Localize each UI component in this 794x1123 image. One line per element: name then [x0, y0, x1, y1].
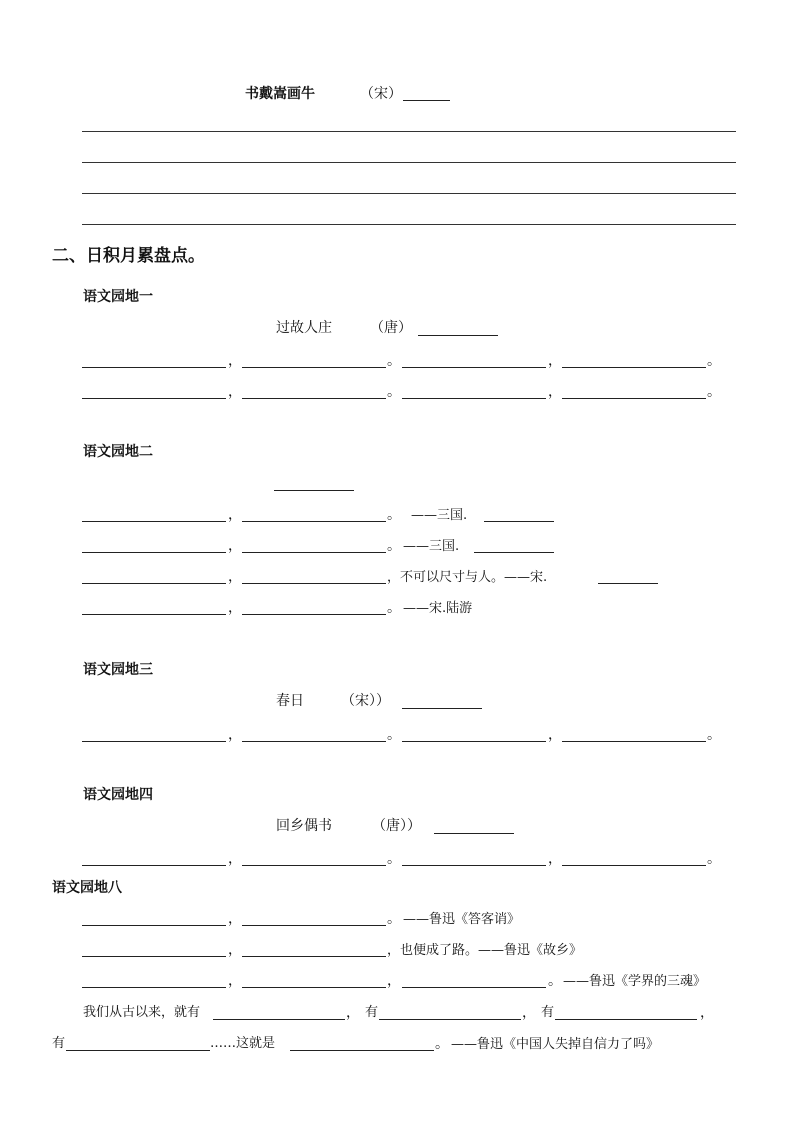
unit-title: 语文园地三	[83, 662, 153, 678]
comma: ，	[548, 851, 562, 867]
paragraph-text: ……这就是	[210, 1036, 276, 1051]
period: 。	[548, 973, 562, 989]
source-text: ——宋.陆游	[403, 601, 473, 616]
answer-blank[interactable]	[242, 583, 386, 584]
unit-title: 语文园地八	[52, 880, 122, 896]
period: 。	[387, 911, 401, 927]
unit-title: 语文园地四	[83, 787, 153, 803]
answer-blank[interactable]	[402, 741, 546, 742]
answer-blank[interactable]	[242, 956, 386, 957]
comma: ，	[228, 353, 242, 369]
answer-blank[interactable]	[82, 521, 226, 522]
comma: ，	[228, 727, 242, 743]
comma: ，	[548, 353, 562, 369]
answer-blank[interactable]	[82, 956, 226, 957]
source-text: ——鲁迅《学界的三魂》	[563, 974, 707, 989]
period: 。	[387, 384, 401, 400]
author-blank[interactable]	[418, 335, 498, 336]
writing-line[interactable]	[82, 162, 736, 163]
period: 。	[387, 538, 401, 554]
answer-blank[interactable]	[242, 865, 386, 866]
source-text: ——三国.	[411, 508, 468, 523]
answer-blank[interactable]	[82, 367, 226, 368]
comma: ，	[228, 507, 242, 523]
answer-blank[interactable]	[402, 367, 546, 368]
comma: ，	[228, 911, 242, 927]
answer-blank[interactable]	[562, 398, 706, 399]
author-blank[interactable]	[402, 708, 482, 709]
answer-blank[interactable]	[598, 583, 658, 584]
poem-dynasty: （唐））	[372, 818, 421, 834]
comma: ，	[228, 384, 242, 400]
comma: ，	[346, 1005, 360, 1021]
comma: ，	[548, 384, 562, 400]
comma: ，	[548, 727, 562, 743]
quote-text: ，不可以尺寸与人。——宋.	[387, 570, 548, 585]
writing-line[interactable]	[82, 131, 736, 132]
answer-blank[interactable]	[82, 552, 226, 553]
comma: ，	[387, 973, 401, 989]
answer-blank[interactable]	[82, 865, 226, 866]
answer-blank[interactable]	[242, 614, 386, 615]
answer-blank[interactable]	[82, 583, 226, 584]
title-blank[interactable]	[274, 490, 354, 491]
period: 。	[707, 353, 721, 369]
comma: ，	[700, 1005, 714, 1021]
paragraph-text: 有	[365, 1005, 379, 1020]
comma: ，	[228, 600, 242, 616]
answer-blank[interactable]	[242, 398, 386, 399]
unit-title: 语文园地一	[83, 289, 153, 305]
answer-blank[interactable]	[242, 925, 386, 926]
answer-blank[interactable]	[562, 741, 706, 742]
answer-blank[interactable]	[242, 521, 386, 522]
period: 。	[387, 507, 401, 523]
comma: ，	[228, 973, 242, 989]
answer-blank[interactable]	[402, 865, 546, 866]
writing-line[interactable]	[82, 224, 736, 225]
author-blank[interactable]	[403, 100, 450, 101]
answer-blank[interactable]	[82, 987, 226, 988]
poem-dynasty: （宋）	[360, 86, 402, 102]
comma: ，	[228, 942, 242, 958]
poem-title: 过故人庄	[276, 320, 332, 336]
paragraph-text: 有	[52, 1036, 66, 1051]
answer-blank[interactable]	[82, 614, 226, 615]
source-text: ——鲁迅《中国人失掉自信力了吗》	[451, 1037, 660, 1052]
quote-text: ，也便成了路。——鲁迅《故乡》	[387, 943, 583, 958]
period: 。	[387, 727, 401, 743]
poem-dynasty: （宋））	[341, 693, 390, 709]
author-blank[interactable]	[434, 833, 514, 834]
answer-blank[interactable]	[555, 1019, 697, 1020]
answer-blank[interactable]	[242, 552, 386, 553]
answer-blank[interactable]	[474, 552, 554, 553]
answer-blank[interactable]	[82, 925, 226, 926]
period: 。	[387, 851, 401, 867]
period: 。	[707, 851, 721, 867]
answer-blank[interactable]	[213, 1019, 345, 1020]
source-text: ——三国.	[403, 539, 460, 554]
paragraph-text: 有	[541, 1005, 555, 1020]
answer-blank[interactable]	[379, 1019, 521, 1020]
period: 。	[387, 600, 401, 616]
answer-blank[interactable]	[82, 741, 226, 742]
answer-blank[interactable]	[290, 1050, 434, 1051]
writing-line[interactable]	[82, 193, 736, 194]
period: 。	[707, 384, 721, 400]
unit-title: 语文园地二	[83, 444, 153, 460]
paragraph-text: 我们从古以来，就有	[83, 1005, 201, 1020]
answer-blank[interactable]	[402, 398, 546, 399]
comma: ，	[522, 1005, 536, 1021]
answer-blank[interactable]	[66, 1050, 210, 1051]
poem-dynasty: （唐）	[370, 320, 412, 336]
section-heading: 二、日积月累盘点。	[52, 246, 205, 266]
period: 。	[435, 1036, 449, 1052]
comma: ，	[228, 538, 242, 554]
comma: ，	[228, 569, 242, 585]
answer-blank[interactable]	[242, 987, 386, 988]
poem-title: 春日	[276, 693, 304, 709]
source-text: ——鲁迅《答客诮》	[403, 912, 521, 927]
answer-blank[interactable]	[562, 367, 706, 368]
answer-blank[interactable]	[484, 521, 554, 522]
poem-title: 回乡偶书	[276, 818, 332, 834]
period: 。	[387, 353, 401, 369]
answer-blank[interactable]	[402, 987, 546, 988]
answer-blank[interactable]	[562, 865, 706, 866]
answer-blank[interactable]	[242, 741, 386, 742]
period: 。	[707, 727, 721, 743]
poem-title: 书戴嵩画牛	[245, 86, 315, 102]
answer-blank[interactable]	[82, 398, 226, 399]
comma: ，	[228, 851, 242, 867]
answer-blank[interactable]	[242, 367, 386, 368]
